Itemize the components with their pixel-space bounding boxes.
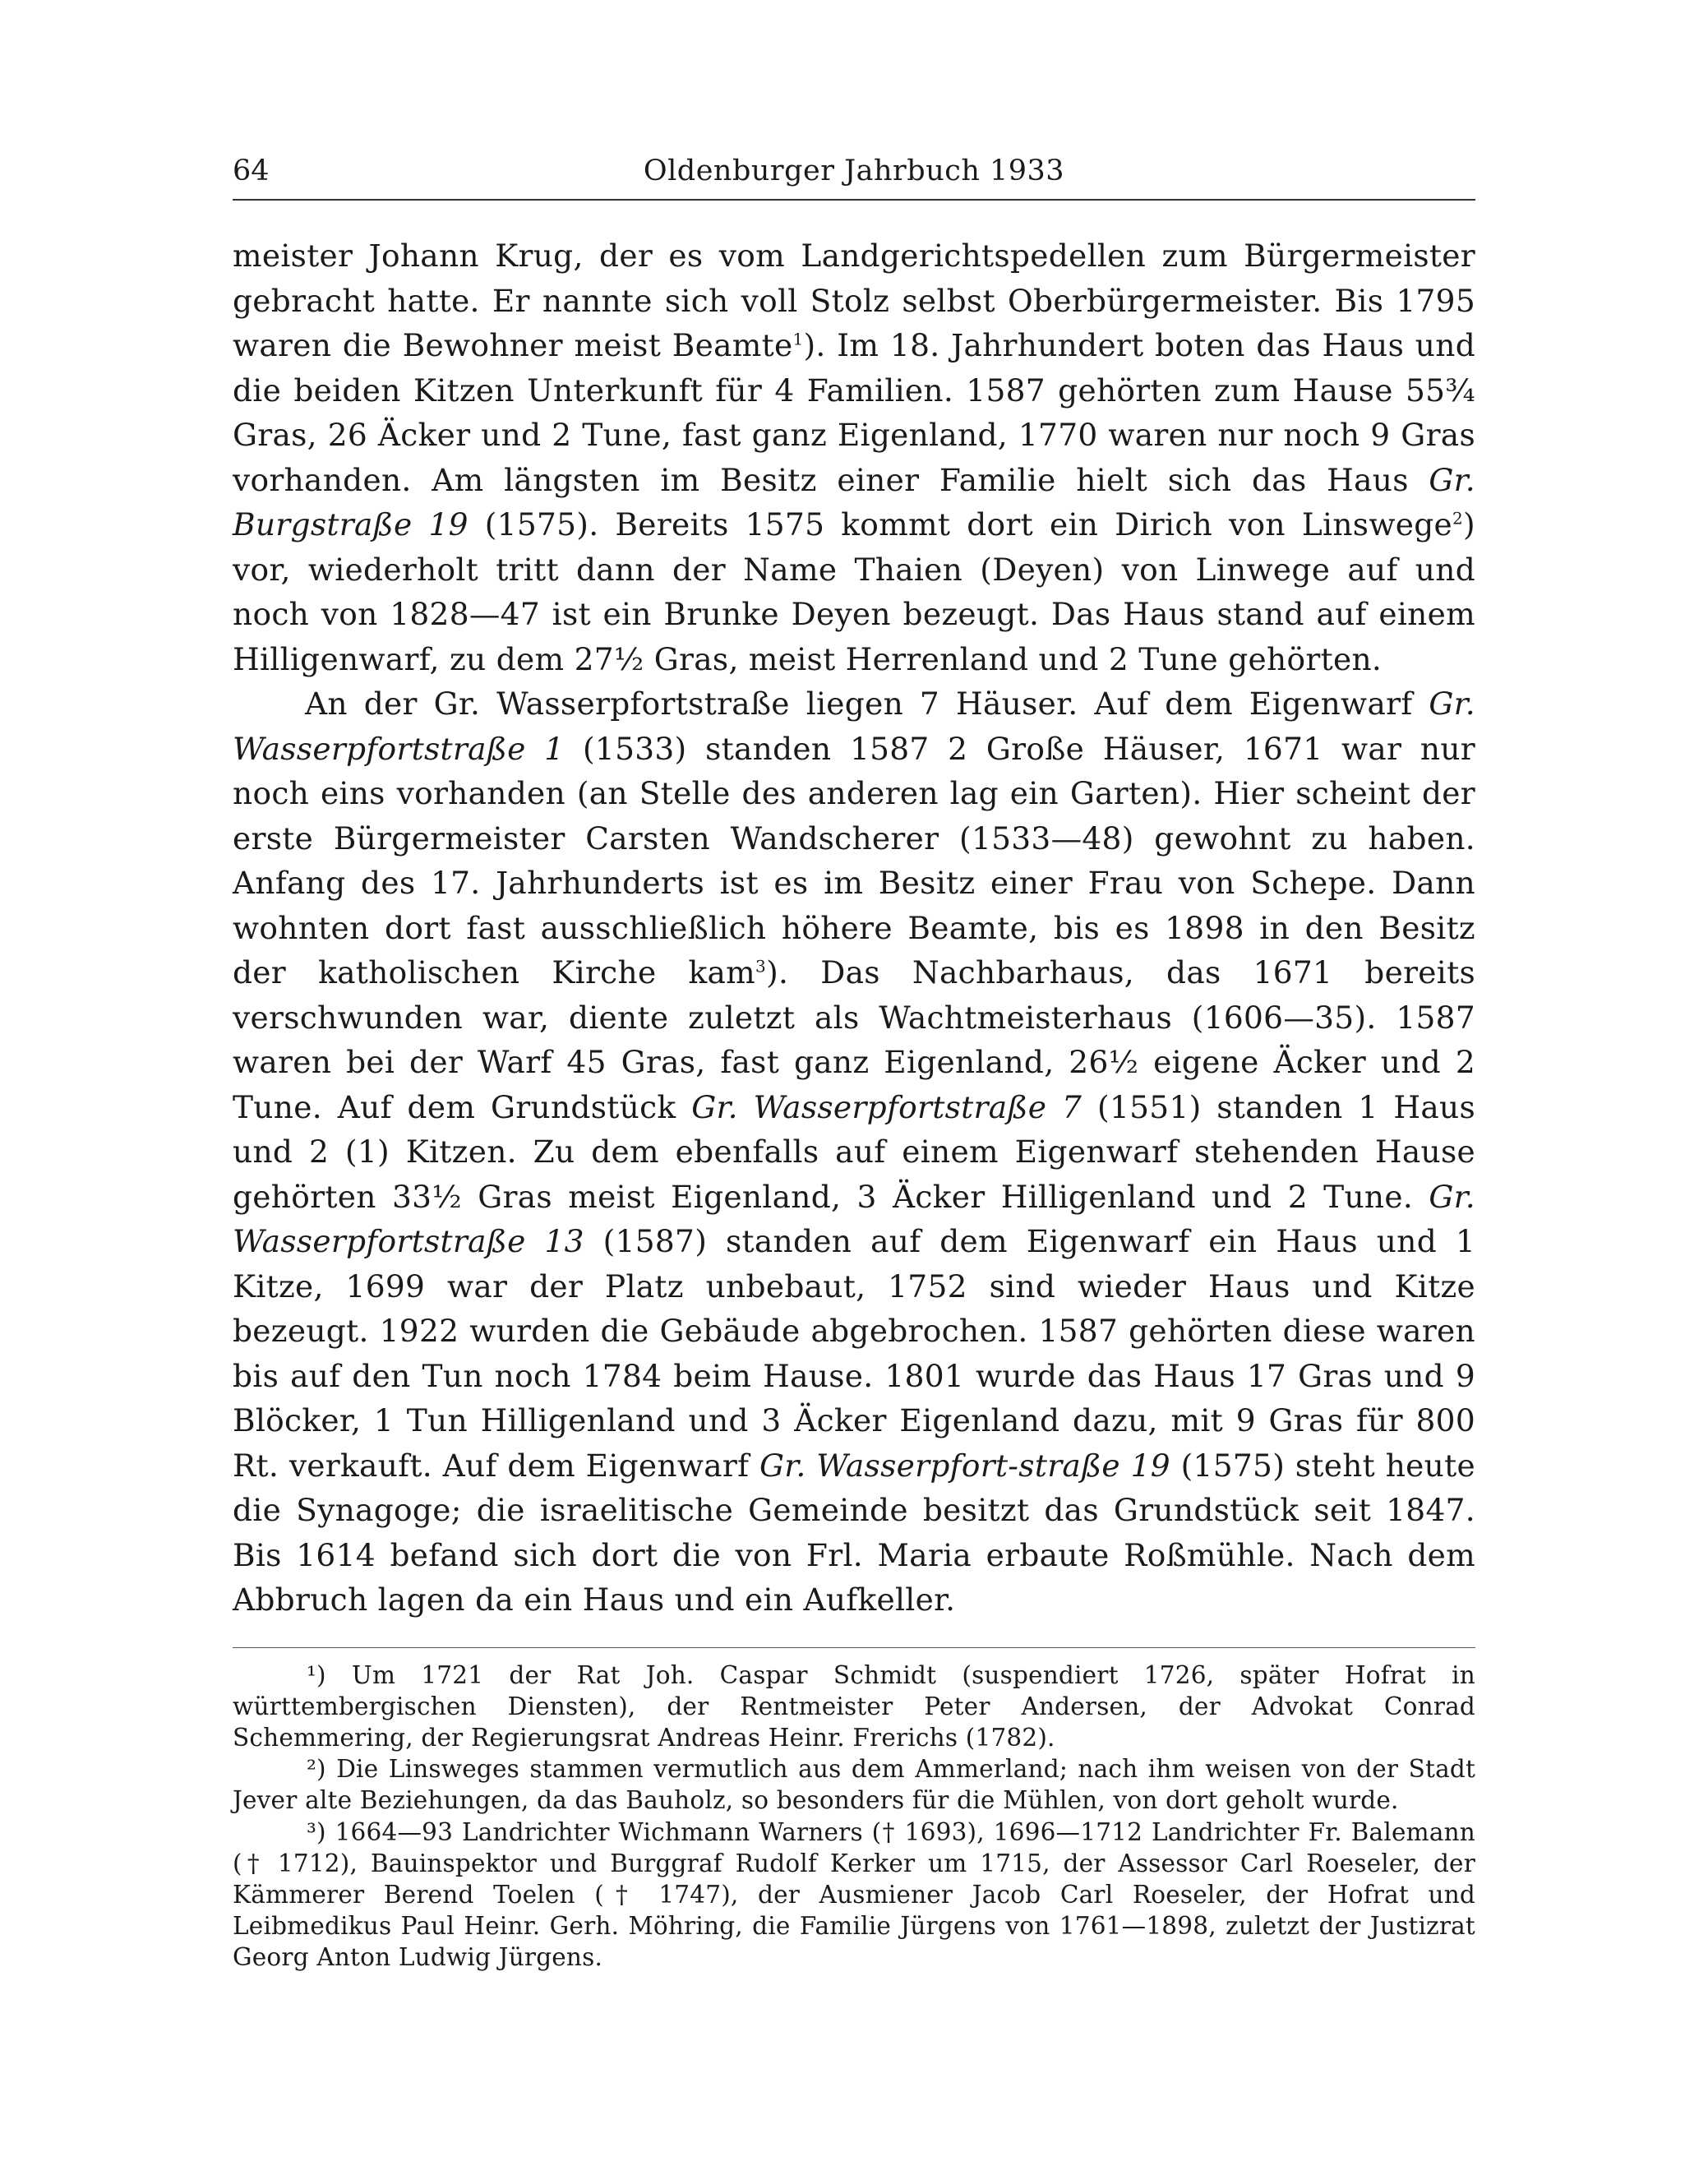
footnote-1	[233, 1660, 1475, 1754]
text-run: (1575) steht heute die Synagoge; die israelitische Gemeinde besitzt das Grundstück seit 1847. Bis 1614 befand sich dort die von Frl. Maria erbaute Roßmühle. Nach dem Abbruch lagen da ein Haus und ein Aufkeller.	[233, 1447, 1475, 1618]
running-head	[233, 148, 1475, 194]
footnote-text: 1664—93 Landrichter Wichmann Warners († 1693), 1696—1712 Landrichter Fr. Balemann († 1712), Bauinspektor und Burggraf Rudolf Kerker um 1715, der Assessor Carl Roeseler, der Kämmerer Berend Toelen († 1747), der Ausmiener Jacob Carl Roeseler, der Hofrat und Leibmedikus Paul Heinr. Gerh. Möhring, die Familie Jürgens von 1761—1898, zuletzt der Justizrat Georg Anton Ludwig Jürgens.	[233, 1817, 1475, 1972]
text-run: An der Gr. Wasserpfortstraße liegen 7 Häuser. Auf dem Eigenwarf	[305, 686, 1429, 722]
page	[233, 148, 1475, 1974]
footnote-2	[233, 1753, 1475, 1816]
text-run: meister Johann Krug, der es vom Landgerichtspedellen zum Bürgermeister gebracht hatte. Er nannte sich voll Stolz selbst Oberbürgermeister. Bis 1795 waren die Bewohner meist Beamte	[233, 238, 1475, 363]
footnote-marker: ¹)	[307, 1660, 326, 1689]
address-gr-wasserpfortstrasse-19: Gr. Wasserpfort-straße 19	[759, 1447, 1170, 1484]
text-run: (1551) standen 1 Haus und 2 (1) Kitzen. Zu dem ebenfalls auf einem Eigenwarf stehenden Hause gehörten 33½ Gras meist Eigenland, 3 Äcker Hilligenland und 2 Tune.	[233, 1088, 1476, 1215]
text-run: ). Im 18. Jahrhundert boten das Haus und die beiden Kitzen Unterkunft für 4 Familien. 1587 gehörten zum Hause 55¾ Gras, 26 Äcker und 2 Tune, fast ganz Eigenland, 1770 waren nur noch 9 Gras vorhanden. Am längsten im Besitz einer Familie hielt sich das Haus	[233, 327, 1476, 498]
page-number: 64	[233, 155, 270, 187]
address-gr-wasserpfortstrasse-13: Gr. Wasserpfortstraße 13	[233, 1178, 1475, 1259]
address-gr-burgstrasse-19: Gr. Burgstraße 19	[233, 461, 1475, 543]
paragraph-2	[233, 681, 1475, 1623]
footnote-rule	[233, 1647, 1475, 1648]
footnote-ref-1: 1	[792, 329, 804, 349]
footnote-3	[233, 1817, 1475, 1974]
footnote-text: Um 1721 der Rat Joh. Caspar Schmidt (suspendiert 1726, später Hofrat in württembergischen Diensten), der Rentmeister Peter Andersen, der Advokat Conrad Schemmering, der Regierungsrat Andreas Heinr. Frerichs (1782).	[233, 1660, 1475, 1752]
text-run: (1587) standen auf dem Eigenwarf ein Haus und 1 Kitze, 1699 war der Platz unbebaut, 1752 sind wieder Haus und Kitze bezeugt. 1922 wurden die Gebäude abgebrochen. 1587 gehörten diese waren bis auf den Tun noch 1784 beim Hause. 1801 wurde das Haus 17 Gras und 9 Blöcker, 1 Tun Hilligenland und 3 Äcker Eigenland dazu, mit 9 Gras für 800 Rt. verkauft. Auf dem Eigenwarf	[233, 1223, 1475, 1484]
text-run: (1575). Bereits 1575 kommt dort ein Dirich von Linswege	[468, 506, 1453, 543]
address-gr-wasserpfortstrasse-7: Gr. Wasserpfortstraße 7	[691, 1088, 1083, 1125]
text-run: (1533) standen 1587 2 Große Häuser, 1671 war nur noch eins vorhanden (an Stelle des anderen lag ein Garten). Hier scheint der erste Bürgermeister Carsten Wandscherer (1533—48) gewohnt zu haben. Anfang des 17. Jahrhunderts ist es im Besitz einer Frau von Schepe. Dann wohnten dort fast ausschließlich höhere Beamte, bis es 1898 in den Besitz der katholischen Kirche kam	[233, 730, 1475, 990]
text-run: ). Das Nachbarhaus, das 1671 bereits verschwunden war, diente zuletzt als Wachtmeisterhaus (1606—35). 1587 waren bei der Warf 45 Gras, fast ganz Eigenland, 26½ eigene Äcker und 2 Tune. Auf dem Grundstück	[233, 954, 1475, 1125]
address-gr-wasserpfortstrasse-1: Gr. Wasserpfortstraße 1	[233, 686, 1475, 767]
footnote-ref-2: 2	[1452, 508, 1464, 529]
header-rule	[233, 199, 1475, 201]
body-text	[233, 233, 1475, 1623]
journal-title: Oldenburger Jahrbuch 1933	[643, 155, 1065, 187]
text-run: ) vor, wiederholt tritt dann der Name Thaien (Deyen) von Linwege auf und noch von 1828—47 ist ein Brunke Deyen bezeugt. Das Haus stand auf einem Hilligenwarf, zu dem 27½ Gras, meist Herrenland und 2 Tune gehörten.	[233, 506, 1475, 677]
paragraph-1	[233, 233, 1475, 681]
footnote-marker: ³)	[307, 1817, 326, 1846]
footnote-marker: ²)	[307, 1755, 326, 1784]
footnote-ref-3: 3	[755, 956, 767, 977]
footnotes	[233, 1660, 1475, 1974]
footnote-text: Die Linsweges stammen vermutlich aus dem Ammerland; nach ihm weisen von der Stadt Jever alte Beziehungen, da das Bauholz, so besonders für die Mühlen, von dort geholt wurde.	[233, 1755, 1475, 1815]
